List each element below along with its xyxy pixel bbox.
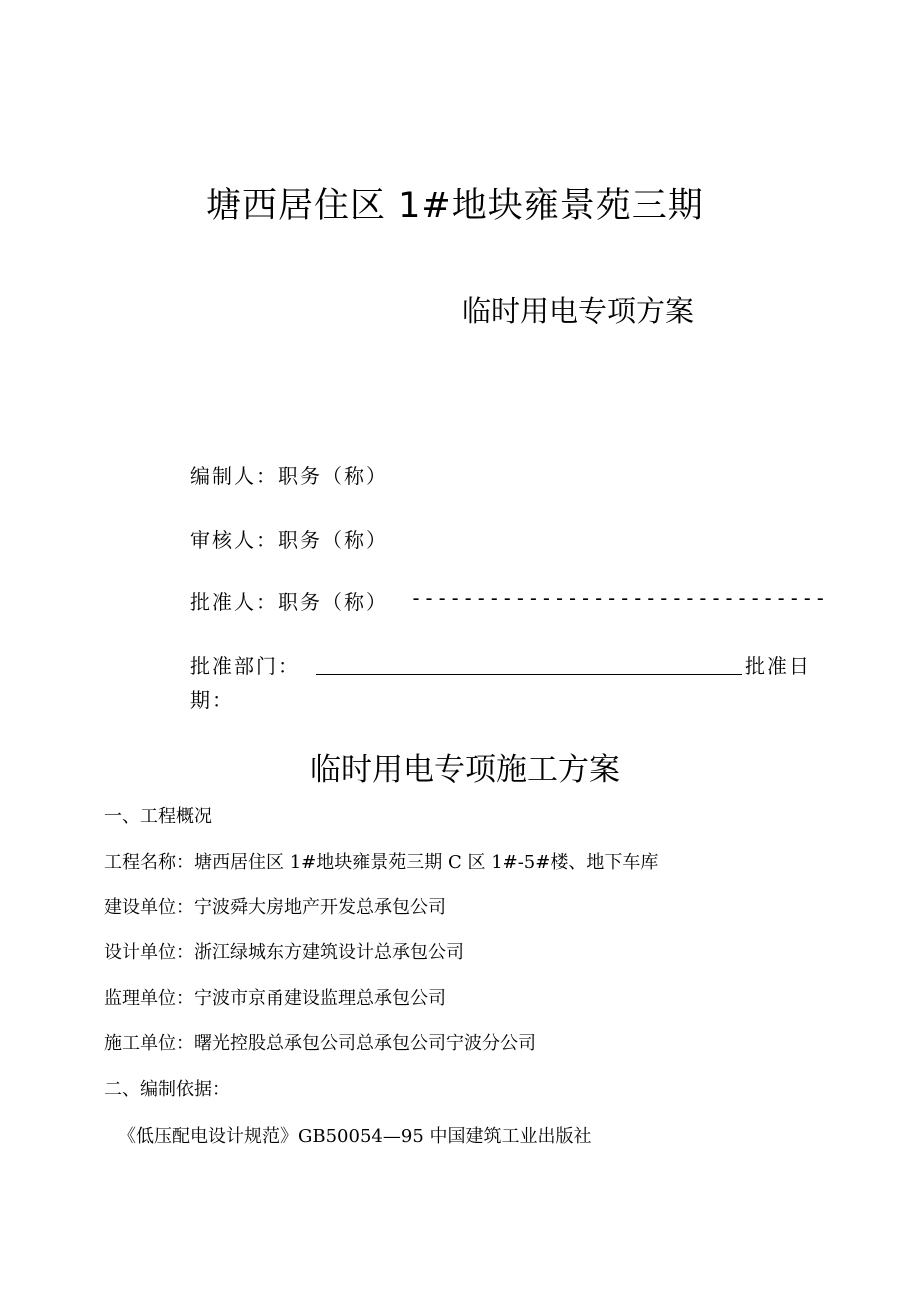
- reviewer-line: 审核人：职务（称）: [190, 528, 388, 552]
- supervision-unit-line: 监理单位：宁波市京甬建设监理总承包公司: [104, 988, 446, 1009]
- approve-date-label-continued: 期：: [190, 688, 234, 712]
- basis-item: 《低压配电设计规范》GB50054—95 中国建筑工业出版社: [118, 1126, 592, 1147]
- design-unit-line: 设计单位：浙江绿城东方建筑设计总承包公司: [104, 942, 464, 963]
- cover-subtitle: 临时用电专项方案: [462, 294, 695, 328]
- plan-title: 临时用电专项施工方案: [310, 752, 620, 788]
- section-heading-overview: 一、工程概况: [104, 806, 212, 827]
- approve-date-label: 批准日: [745, 654, 811, 678]
- owner-unit-line: 建设单位：宁波舜大房地产开发总承包公司: [104, 897, 446, 918]
- compiler-line: 编制人：职务（称）: [190, 464, 388, 488]
- construction-unit-line: 施工单位：曙光控股总承包公司总承包公司宁波分公司: [104, 1033, 536, 1054]
- cover-title: 塘西居住区 1#地块雍景苑三期: [206, 186, 704, 226]
- department-underline: [316, 674, 742, 675]
- project-name-line: 工程名称：塘西居住区 1#地块雍景苑三期 C 区 1#-5#楼、地下车库: [104, 852, 659, 873]
- section-heading-basis: 二、编制依据：: [104, 1079, 230, 1100]
- approver-dash-line: --------------------------------: [410, 586, 828, 610]
- approver-line: 批准人：职务（称）: [190, 590, 388, 614]
- department-label: 批准部门：: [190, 654, 300, 678]
